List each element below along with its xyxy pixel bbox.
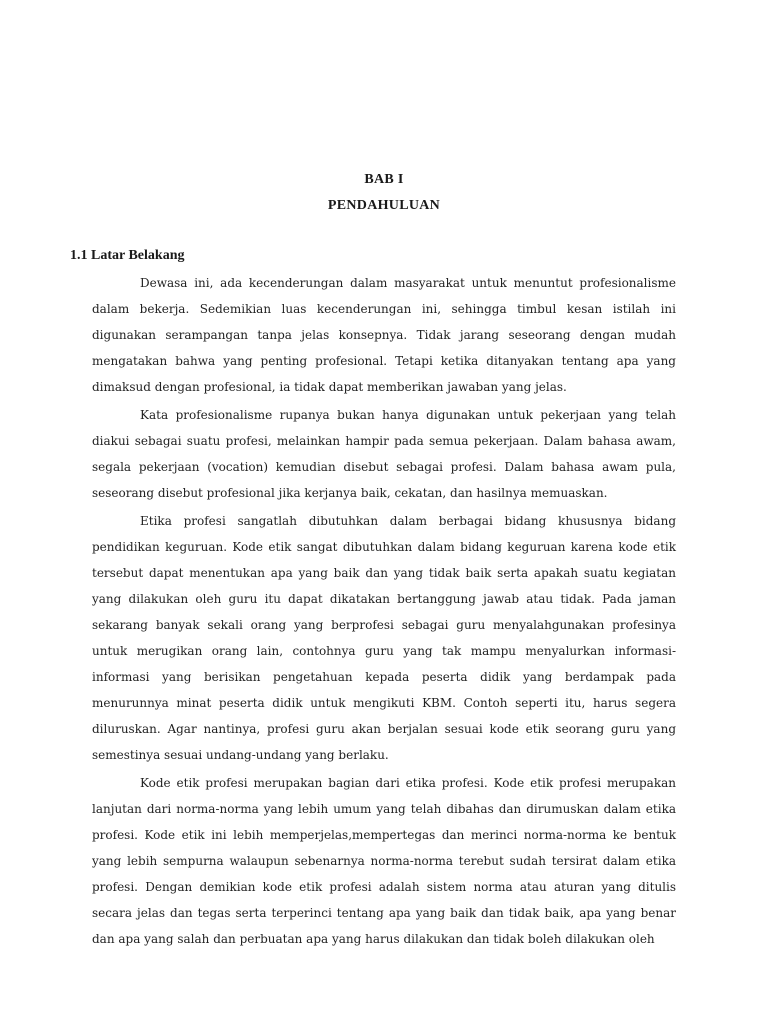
paragraph: Kata profesionalisme rupanya bukan hanya digunakan untuk pekerjaan yang telah diakui sebagai suatu profesi, melainkan hampir pada semua pekerjaan. Dalam bahasa awam, segala pekerjaan (vocation) kemudian disebut sebagai profesi. Dalam bahasa awam pula, seseorang disebut profesional jika kerjanya baik, cekatan, dan hasilnya memuaskan. <box>92 408 676 500</box>
chapter-number: BAB I <box>364 172 404 187</box>
body-text <box>92 270 676 954</box>
chapter-title: PENDAHULUAN <box>327 198 441 213</box>
section-heading: 1.1 Latar Belakang <box>70 248 185 263</box>
paragraph: Kode etik profesi merupakan bagian dari etika profesi. Kode etik profesi merupakan lanjutan dari norma-norma yang lebih umum yang telah dibahas dan dirumuskan dalam etika profesi. Kode etik ini lebih memperjelas,mempertegas dan merinci norma-norma ke bentuk yang lebih sempurna walaupun sebenarnya norma-norma terebut sudah tersirat dalam etika profesi. Dengan demikian kode etik profesi adalah sistem norma atau aturan yang ditulis secara jelas dan tegas serta terperinci tentang apa yang baik dan tidak baik, apa yang benar dan apa yang salah dan perbuatan apa yang harus dilakukan dan tidak boleh dilakukan oleh <box>92 776 676 946</box>
paragraph: Etika profesi sangatlah dibutuhkan dalam berbagai bidang khususnya bidang pendidikan keguruan. Kode etik sangat dibutuhkan dalam bidang keguruan karena kode etik tersebut dapat menentukan apa yang baik dan yang tidak baik serta apakah suatu kegiatan yang dilakukan oleh guru itu dapat dikatakan bertanggung jawab atau tidak. Pada jaman sekarang banyak sekali orang yang berprofesi sebagai guru menyalahgunakan profesinya untuk merugikan orang lain, contohnya guru yang tak mampu menyalurkan informasi-informasi yang berisikan pengetahuan kepada peserta didik yang berdampak pada menurunnya minat peserta didik untuk mengikuti KBM. Contoh seperti itu, harus segera diluruskan. Agar nantinya, profesi guru akan berjalan sesuai kode etik seorang guru yang semestinya sesuai undang-undang yang berlaku. <box>92 514 676 762</box>
paragraph: Dewasa ini, ada kecenderungan dalam masyarakat untuk menuntut profesionalisme dalam bekerja. Sedemikian luas kecenderungan ini, sehingga timbul kesan istilah ini digunakan serampangan tanpa jelas konsepnya. Tidak jarang seseorang dengan mudah mengatakan bahwa yang penting profesional. Tetapi ketika ditanyakan tentang apa yang dimaksud dengan profesional, ia tidak dapat memberikan jawaban yang jelas. <box>92 276 676 394</box>
